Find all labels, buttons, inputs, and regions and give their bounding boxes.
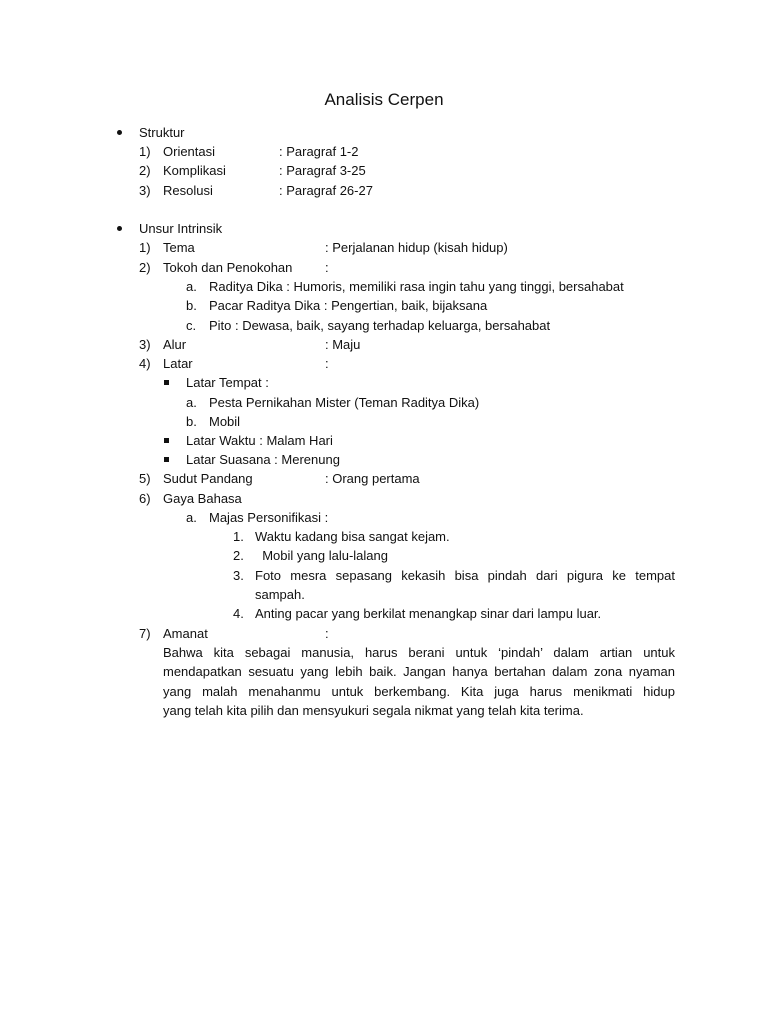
amanat-paragraph xyxy=(163,643,675,720)
list-number: 4) xyxy=(139,356,151,371)
sublist-letter: a. xyxy=(186,395,197,410)
list-number: 1) xyxy=(139,144,151,159)
sublist-letter: c. xyxy=(186,318,197,333)
majas-text: Anting pacar yang berkilat menangkap sinar dari lampu luar. xyxy=(255,606,602,621)
majas-text-line: sampah. xyxy=(255,587,305,603)
list-number: 1) xyxy=(139,240,151,255)
majas-number: 2. xyxy=(233,548,244,563)
list-value: : xyxy=(325,260,329,275)
list-label: Sudut Pandang xyxy=(163,471,253,486)
list-number: 2) xyxy=(139,163,151,178)
paragraph-line: mendapatkan sesuatu yang lebih baik. Jangan hanya bertahan dalam zona nyaman xyxy=(163,664,675,680)
list-value: : xyxy=(325,626,329,641)
sublist-letter: a. xyxy=(186,279,197,294)
page-title: Analisis Cerpen xyxy=(324,90,444,109)
list-number: 3) xyxy=(139,337,151,352)
list-label: Amanat xyxy=(163,626,208,641)
list-number: 5) xyxy=(139,471,151,486)
list-label: Resolusi xyxy=(163,183,213,198)
bullet-icon xyxy=(117,130,122,135)
majas-number: 4. xyxy=(233,606,244,621)
list-number: 3) xyxy=(139,183,151,198)
list-label: Gaya Bahasa xyxy=(163,491,242,506)
section-heading-struktur: Struktur xyxy=(139,125,185,140)
list-value: : Paragraf 26-27 xyxy=(279,183,373,198)
list-number: 6) xyxy=(139,491,151,506)
list-label: Latar xyxy=(163,356,193,371)
list-label: Tokoh dan Penokohan xyxy=(163,260,293,275)
list-value: : Orang pertama xyxy=(325,471,420,486)
majas-text: Mobil yang lalu-lalang xyxy=(255,548,388,563)
square-bullet-icon xyxy=(164,380,169,385)
majas-text-line: Foto mesra sepasang kekasih bisa pindah dari pigura ke tempat xyxy=(255,568,675,583)
sublist-letter: b. xyxy=(186,298,197,313)
list-value: : Paragraf 3-25 xyxy=(279,163,366,178)
sublist-text: Raditya Dika : Humoris, memiliki rasa ingin tahu yang tinggi, bersahabat xyxy=(209,279,624,294)
list-label: Tema xyxy=(163,240,195,255)
majas-number: 3. xyxy=(233,568,244,583)
bullet-icon xyxy=(117,226,122,231)
sublist-letter: b. xyxy=(186,414,197,429)
square-bullet-icon xyxy=(164,457,169,462)
latar-tempat: Latar Tempat : xyxy=(186,375,269,390)
paragraph-line: yang telah kita pilih dan mensyukuri segala nikmat yang telah kita terima. xyxy=(163,702,584,718)
paragraph-line: yang malah menahanmu untuk berkembang. Kita juga harus menikmati hidup xyxy=(163,683,675,699)
list-value: : xyxy=(325,356,329,371)
list-number: 2) xyxy=(139,260,151,275)
latar-suasana: Latar Suasana : Merenung xyxy=(186,452,340,467)
section-heading-unsur: Unsur Intrinsik xyxy=(139,221,223,236)
list-label: Komplikasi xyxy=(163,163,226,178)
sublist-text: Pacar Raditya Dika : Pengertian, baik, bijaksana xyxy=(209,298,488,313)
sublist-text: Pito : Dewasa, baik, sayang terhadap keluarga, bersahabat xyxy=(209,318,551,333)
sublist-text: Mobil xyxy=(209,414,241,429)
sublist-letter: a. xyxy=(186,510,197,525)
list-value: : Paragraf 1-2 xyxy=(279,144,359,159)
list-label: Alur xyxy=(163,337,187,352)
list-label: Orientasi xyxy=(163,144,216,159)
majas-text-block xyxy=(255,566,675,605)
majas-text: Waktu kadang bisa sangat kejam. xyxy=(255,529,450,544)
list-value: : Perjalanan hidup (kisah hidup) xyxy=(325,240,508,255)
list-number: 7) xyxy=(139,626,151,641)
sublist-text: Pesta Pernikahan Mister (Teman Raditya Dika) xyxy=(209,395,480,410)
latar-waktu: Latar Waktu : Malam Hari xyxy=(186,433,333,448)
majas-heading: Majas Personifikasi : xyxy=(209,510,329,525)
paragraph-line: Bahwa kita sebagai manusia, harus berani untuk ‘pindah’ dalam artian untuk xyxy=(163,645,675,660)
list-value: : Maju xyxy=(325,337,361,352)
majas-number: 1. xyxy=(233,529,244,544)
square-bullet-icon xyxy=(164,438,169,443)
